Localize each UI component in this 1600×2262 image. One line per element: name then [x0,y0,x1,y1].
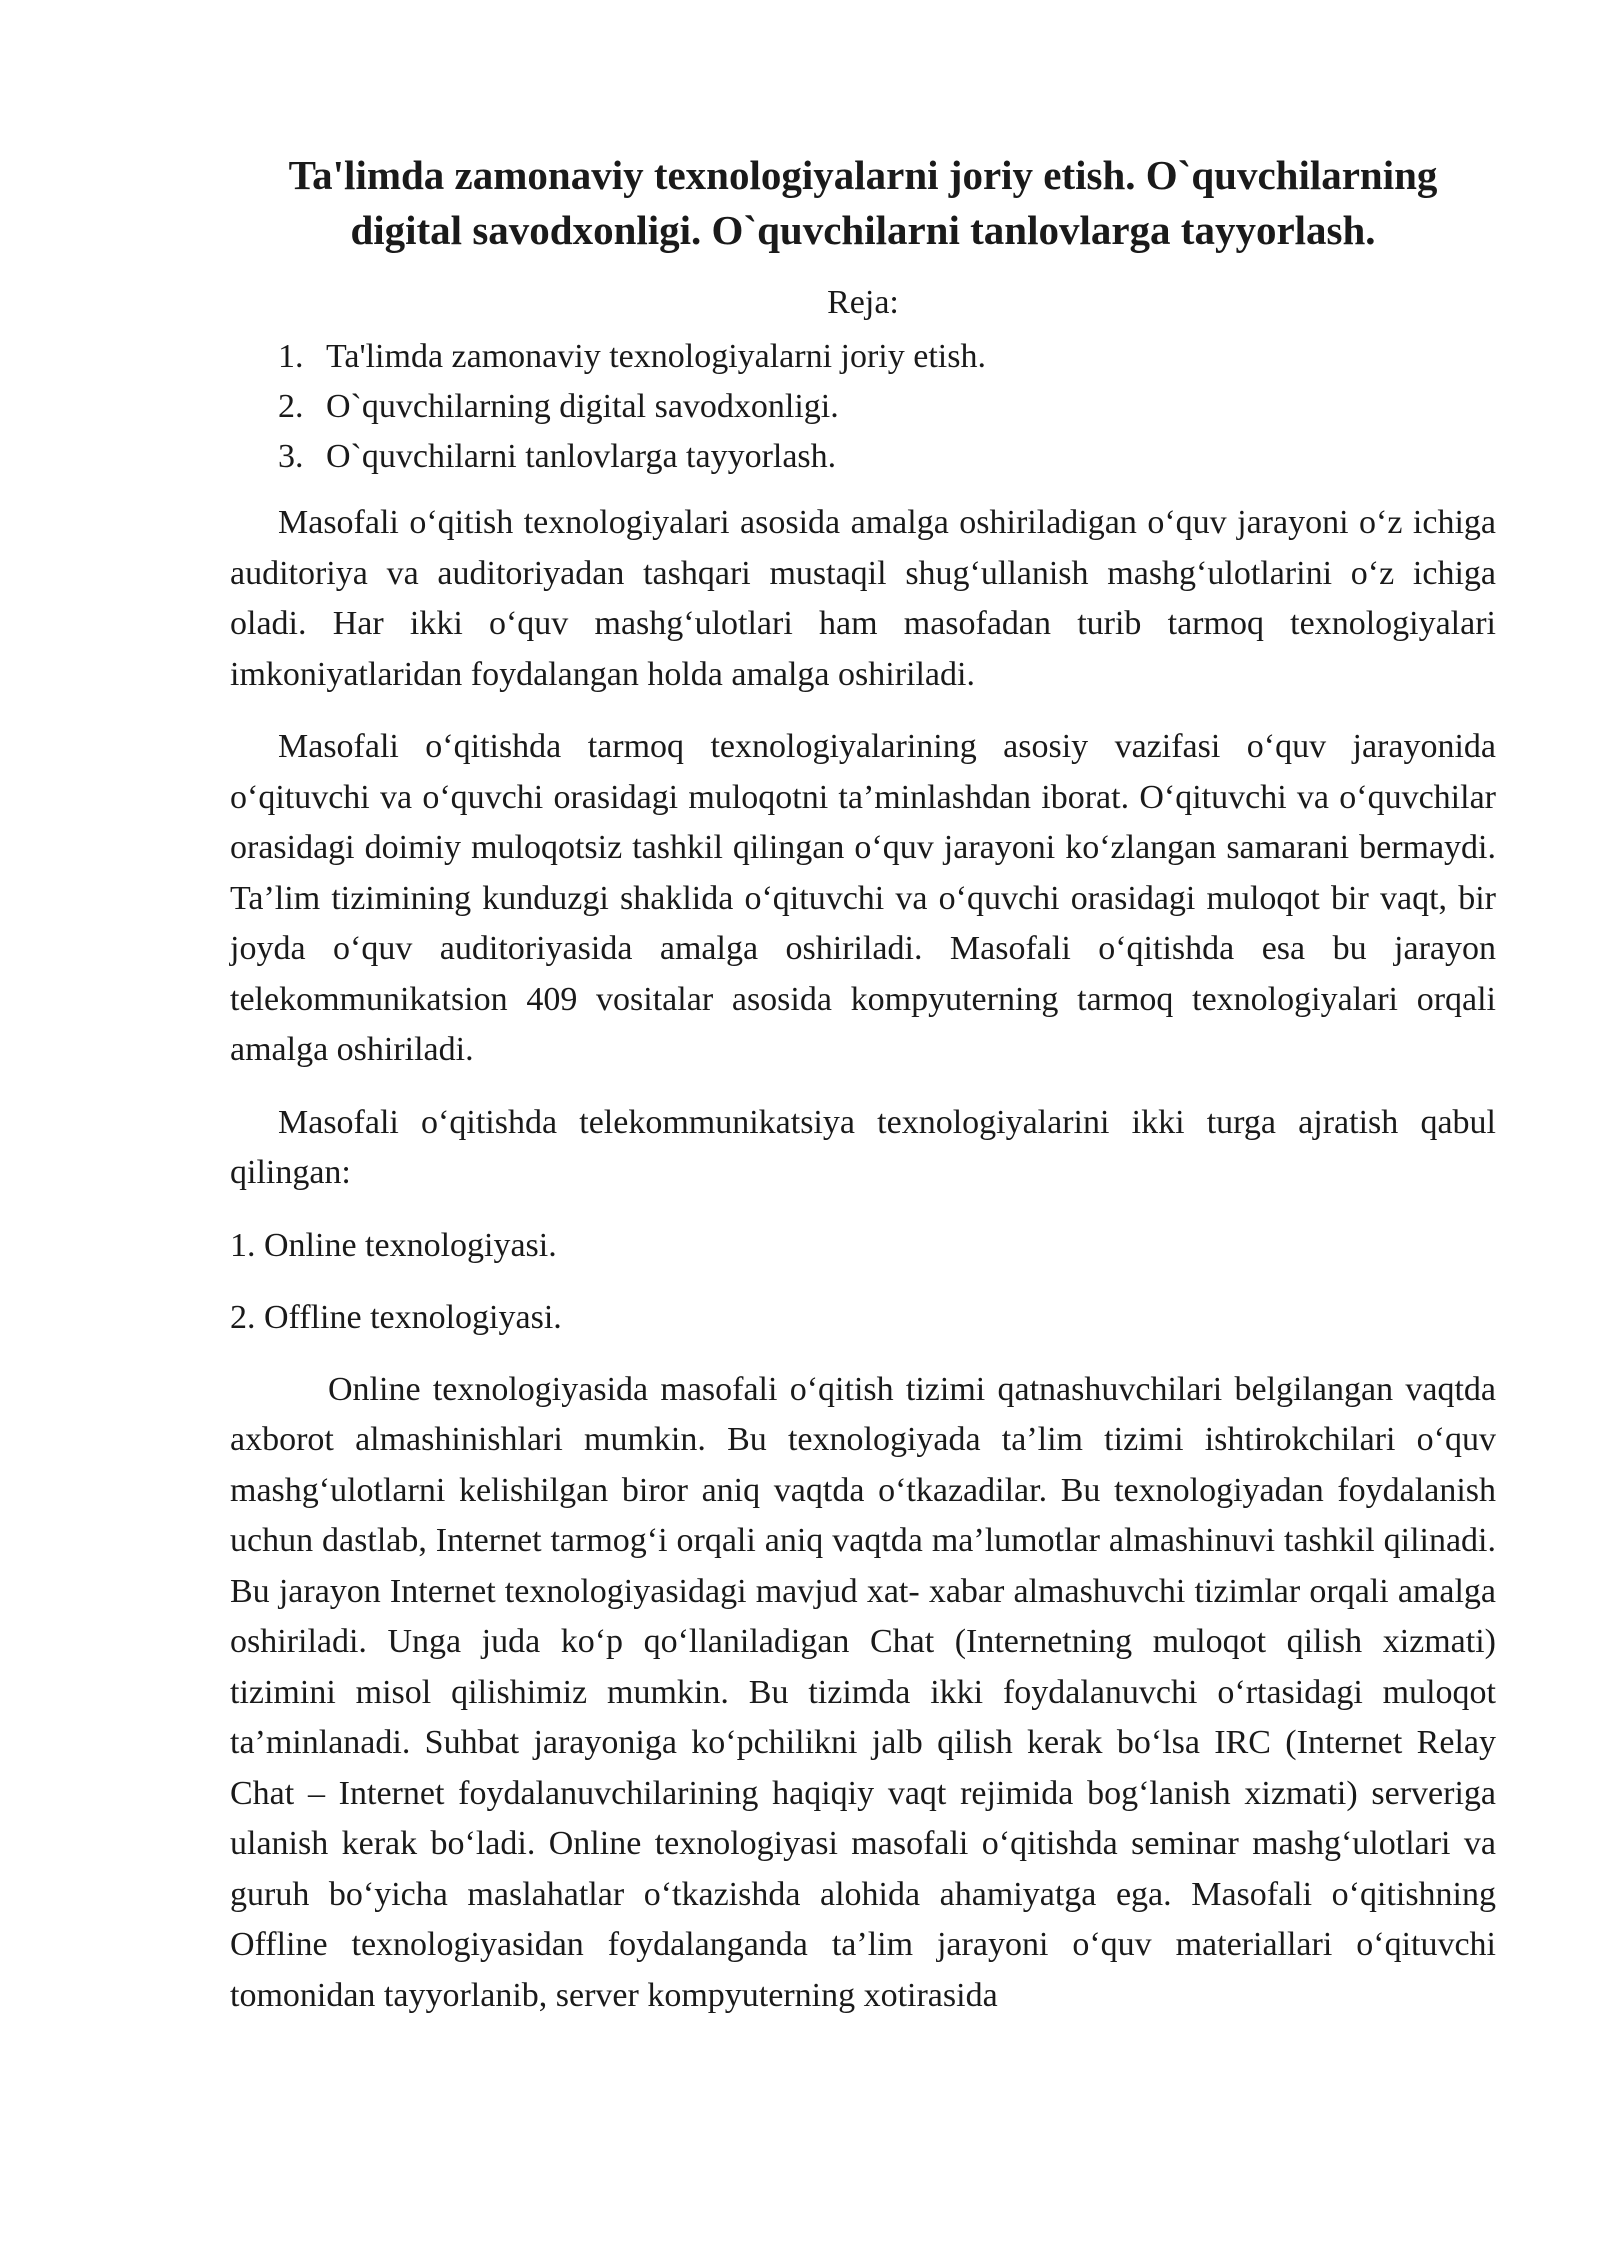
plan-item [278,332,1496,382]
plan-item-text: O`quvchilarning digital savodxonligi. [326,388,839,425]
plan-item-text: O`quvchilarni tanlovlarga tayyorlash. [326,438,837,475]
technology-type-item: 2. Offline texnologiyasi. [230,1298,562,1336]
document-page [230,148,1496,2043]
body-paragraph: Masofali o‘qitishda tarmoq texnologiyalarining asosiy vazifasi o‘quv jarayonida o‘qituvchi va o‘quvchi orasidagi muloqotni ta’minlashdan iborat. O‘qituvchi va o‘quvchilar orasidagi doimiy muloqotsiz tashkil qilingan o‘quv jarayoni ko‘zlangan samarani bermaydi. Ta’lim tizimining kunduzgi shaklida o‘qituvchi va o‘quvchi orasidagi muloqot bir vaqt, bir joyda o‘quv auditoriyasida amalga oshiriladi. Masofali o‘qitishda esa bu jarayon telekommunikatsion 409 vositalar asosida kompyuterning tarmoq texnologiyalari orqali amalga oshiriladi. [230,728,1496,1068]
plan-item-number: 1. [278,338,304,375]
body-paragraph: Masofali o‘qitishda telekommunikatsiya texnologiyalarini ikki turga ajratish qabul qilingan: [230,1103,1496,1191]
plan-item-number: 2. [278,388,304,425]
plan-item [278,432,1496,482]
technology-type-item: 1. Online texnologiyasi. [230,1226,557,1264]
plan-heading: Reja: [827,284,899,321]
document-title: Ta'limda zamonaviy texnologiyalarni joriy etish. O`quvchilarning digital savodxonligi. O`quvchilarni tanlovlarga tayyorlash. [288,152,1438,253]
body-paragraph: Online texnologiyasida masofali o‘qitish tizimi qatnashuvchilari belgilangan vaqtda axborot almashinishlari mumkin. Bu texnologiyada ta’lim tizimi ishtirokchilari o‘quv mashg‘ulotlarni kelishilgan biror aniq vaqtda o‘tkazadilar. Bu texnologiyadan foydalanish uchun dastlab, Internet tarmog‘i orqali aniq vaqtda ma’lumotlar almashinuvi tashkil qilinadi. Bu jarayon Internet texnologiyasidagi mavjud xat- xabar almashuvchi tizimlar orqali amalga oshiriladi. Unga juda ko‘p qo‘llaniladigan Chat (Internetning muloqot qilish xizmati) tizimini misol qilishimiz mumkin. Bu tizimda ikki foydalanuvchi o‘rtasidagi muloqot ta’minlanadi. Suhbat jarayoniga ko‘pchilikni jalb qilish kerak bo‘lsa IRC (Internet Relay Chat – Internet foydalanuvchilarining haqiqiy vaqt rejimida bog‘lanish xizmati) serveriga ulanish kerak bo‘ladi. Online texnologiyasi masofali o‘qitishda seminar mashg‘ulotlari va guruh bo‘yicha maslahatlar o‘tkazishda alohida ahamiyatga ega. Masofali o‘qitishning Offline texnologiyasidan foydalanganda ta’lim jarayoni o‘quv materiallari o‘qituvchi tomonidan tayyorlanib, server kompyuterning xotirasida [230,1370,1496,2014]
plan-list [278,332,1496,482]
plan-item-number: 3. [278,438,304,475]
body-paragraph: Masofali o‘qitish texnologiyalari asosida amalga oshiriladigan o‘quv jarayoni o‘z ichiga auditoriya va auditoriyadan tashqari mustaqil shug‘ullanish mashg‘ulotlarini o‘z ichiga oladi. Har ikki o‘quv mashg‘ulotlari ham masofadan turib tarmoq texnologiyalari imkoniyatlaridan foydalangan holda amalga oshiriladi. [230,504,1496,693]
plan-item-text: Ta'limda zamonaviy texnologiyalarni joriy etish. [326,338,986,375]
plan-item [278,382,1496,432]
